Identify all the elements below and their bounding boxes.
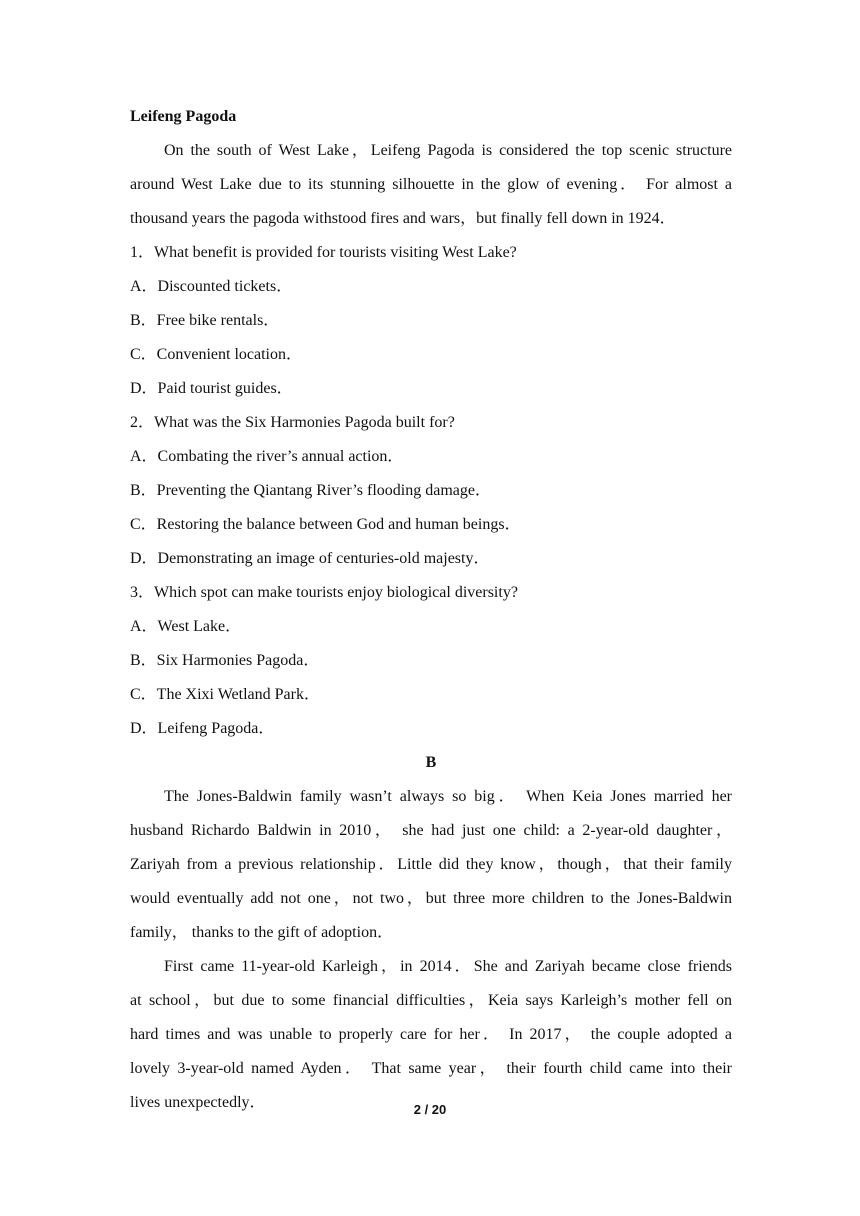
passage-line: would eventually add not one，not two，but three more children to the Jones-Baldwin (130, 890, 733, 907)
answer-option: D．Paid tourist guides． (130, 380, 293, 397)
passage-b-paragraph-1 (130, 780, 732, 950)
answer-option: C．The Xixi Wetland Park． (130, 686, 320, 703)
question-3 (130, 576, 732, 746)
page-number: 2 / 20 (413, 1102, 447, 1117)
answer-option: D．Leifeng Pagoda． (130, 720, 275, 737)
answer-option: D．Demonstrating an image of centuries-old majesty． (130, 550, 490, 567)
passage-line: thousand years the pagoda withstood fires and wars，but finally fell down in 1924． (130, 210, 676, 227)
question-stem: 1．What benefit is provided for tourists visiting West Lake? (130, 244, 517, 261)
answer-option: A．Discounted tickets． (130, 278, 293, 295)
question-stem: 2．What was the Six Harmonies Pagoda built for? (130, 414, 455, 431)
passage-line: Zariyah from a previous relationship．Little did they know，though，that their family (130, 856, 732, 873)
question-stem: 3．Which spot can make tourists enjoy biological diversity? (130, 584, 518, 601)
answer-option: B．Free bike rentals． (130, 312, 280, 329)
passage-line: First came 11-year-old Karleigh，in 2014．She and Zariyah became close friends (164, 958, 732, 975)
page-content (130, 100, 732, 1120)
passage-line: husband Richardo Baldwin in 2010， she had just one child: a 2-year-old daughter， (130, 822, 732, 839)
passage-a (130, 134, 732, 236)
passage-line: hard times and was unable to properly care for her． In 2017， the couple adopted a (130, 1026, 732, 1043)
section-b-heading: B (425, 754, 437, 771)
passage-line: lovely 3-year-old named Ayden． That same year， their fourth child came into their (130, 1060, 732, 1077)
question-1 (130, 236, 732, 406)
passage-line: lives unexpectedly． (130, 1094, 266, 1111)
passage-b-paragraph-2 (130, 950, 732, 1120)
passage-line: On the south of West Lake，Leifeng Pagoda is considered the top scenic structure (164, 142, 733, 159)
passage-line: around West Lake due to its stunning silhouette in the glow of evening． For almost a (130, 176, 732, 193)
passage-line: The Jones-Baldwin family wasn’t always so big． When Keia Jones married her (164, 788, 732, 805)
answer-option: B．Preventing the Qiantang River’s flooding damage． (130, 482, 491, 499)
answer-option: A．Combating the river’s annual action． (130, 448, 404, 465)
question-2 (130, 406, 732, 576)
section-title: Leifeng Pagoda (130, 108, 237, 125)
passage-line: family， thanks to the gift of adoption． (130, 924, 394, 941)
passage-line: at school，but due to some financial difficulties，Keia says Karleigh’s mother fell on (130, 992, 733, 1009)
answer-option: C．Restoring the balance between God and human beings． (130, 516, 521, 533)
answer-option: C．Convenient location． (130, 346, 302, 363)
answer-option: B．Six Harmonies Pagoda． (130, 652, 320, 669)
answer-option: A．West Lake． (130, 618, 242, 635)
